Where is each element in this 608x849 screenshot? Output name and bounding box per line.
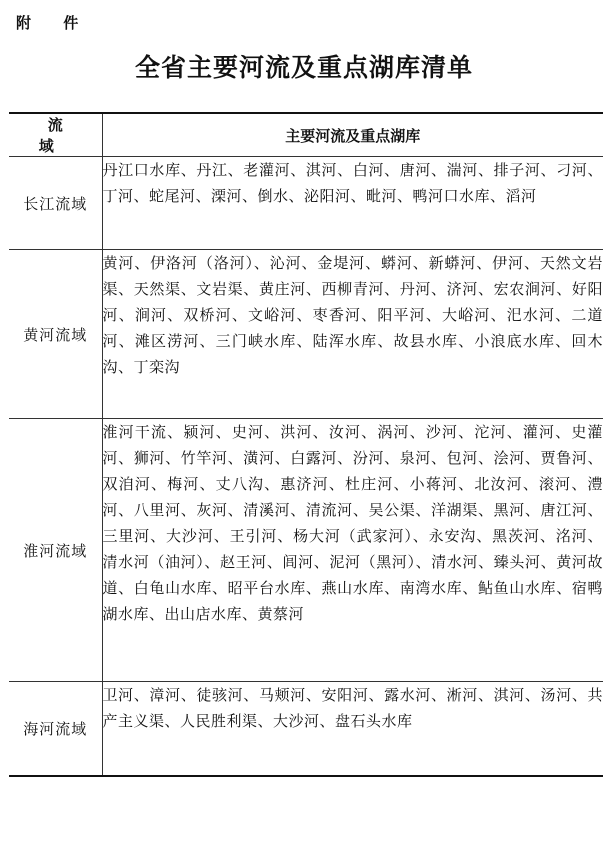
basin-cell: 黄河流域 [9,250,102,419]
river-lake-table [9,112,603,777]
table-row [9,682,603,777]
attachment-label: 附 件 [16,14,92,32]
table-row [9,157,603,250]
table-row [9,250,603,419]
rivers-cell: 黄河、伊洛河（洛河）、沁河、金堤河、蟒河、新蟒河、伊河、天然文岩渠、天然渠、文岩渠、黄庄河、西柳青河、丹河、济河、宏农涧河、好阳河、涧河、双桥河、文峪河、枣香河、阳平河、大峪河、汜水河、二道河、滩区涝河、三门峡水库、陆浑水库、故县水库、小浪底水库、回木沟、丁栾沟 [102,250,603,419]
table-header-row [9,113,603,157]
basin-cell: 淮河流域 [9,419,102,682]
basin-cell: 长江流域 [9,157,102,250]
document-title: 全省主要河流及重点湖库清单 [134,53,473,82]
table-row [9,419,603,682]
rivers-cell: 卫河、漳河、徒骇河、马颊河、安阳河、露水河、淅河、淇河、汤河、共产主义渠、人民胜利渠、大沙河、盘石头水库 [102,682,603,777]
basin-cell: 海河流域 [9,682,102,777]
rivers-cell: 淮河干流、颍河、史河、洪河、汝河、涡河、沙河、沱河、灌河、史灌河、狮河、竹竿河、潢河、白露河、汾河、泉河、包河、浍河、贾鲁河、双洎河、梅河、丈八沟、惠济河、杜庄河、小蒋河、北汝河、滚河、澧河、八里河、灰河、清溪河、清流河、吴公渠、洋湖渠、黑河、唐江河、三里河、大沙河、王引河、杨大河（武家河）、永安沟、黑茨河、洺河、清水河（油河）、赵王河、闾河、泥河（黑河）、清水河、臻头河、黄河故道、白龟山水库、昭平台水库、燕山水库、南湾水库、鲇鱼山水库、宿鸭湖水库、出山店水库、黄蔡河 [102,419,603,682]
rivers-cell: 丹江口水库、丹江、老灌河、淇河、白河、唐河、湍河、排子河、刁河、丁河、蛇尾河、溧河、倒水、泌阳河、毗河、鸭河口水库、滔河 [102,157,603,250]
rivers-column-header: 主要河流及重点湖库 [102,113,603,157]
basin-column-header: 流 域 [9,113,102,157]
